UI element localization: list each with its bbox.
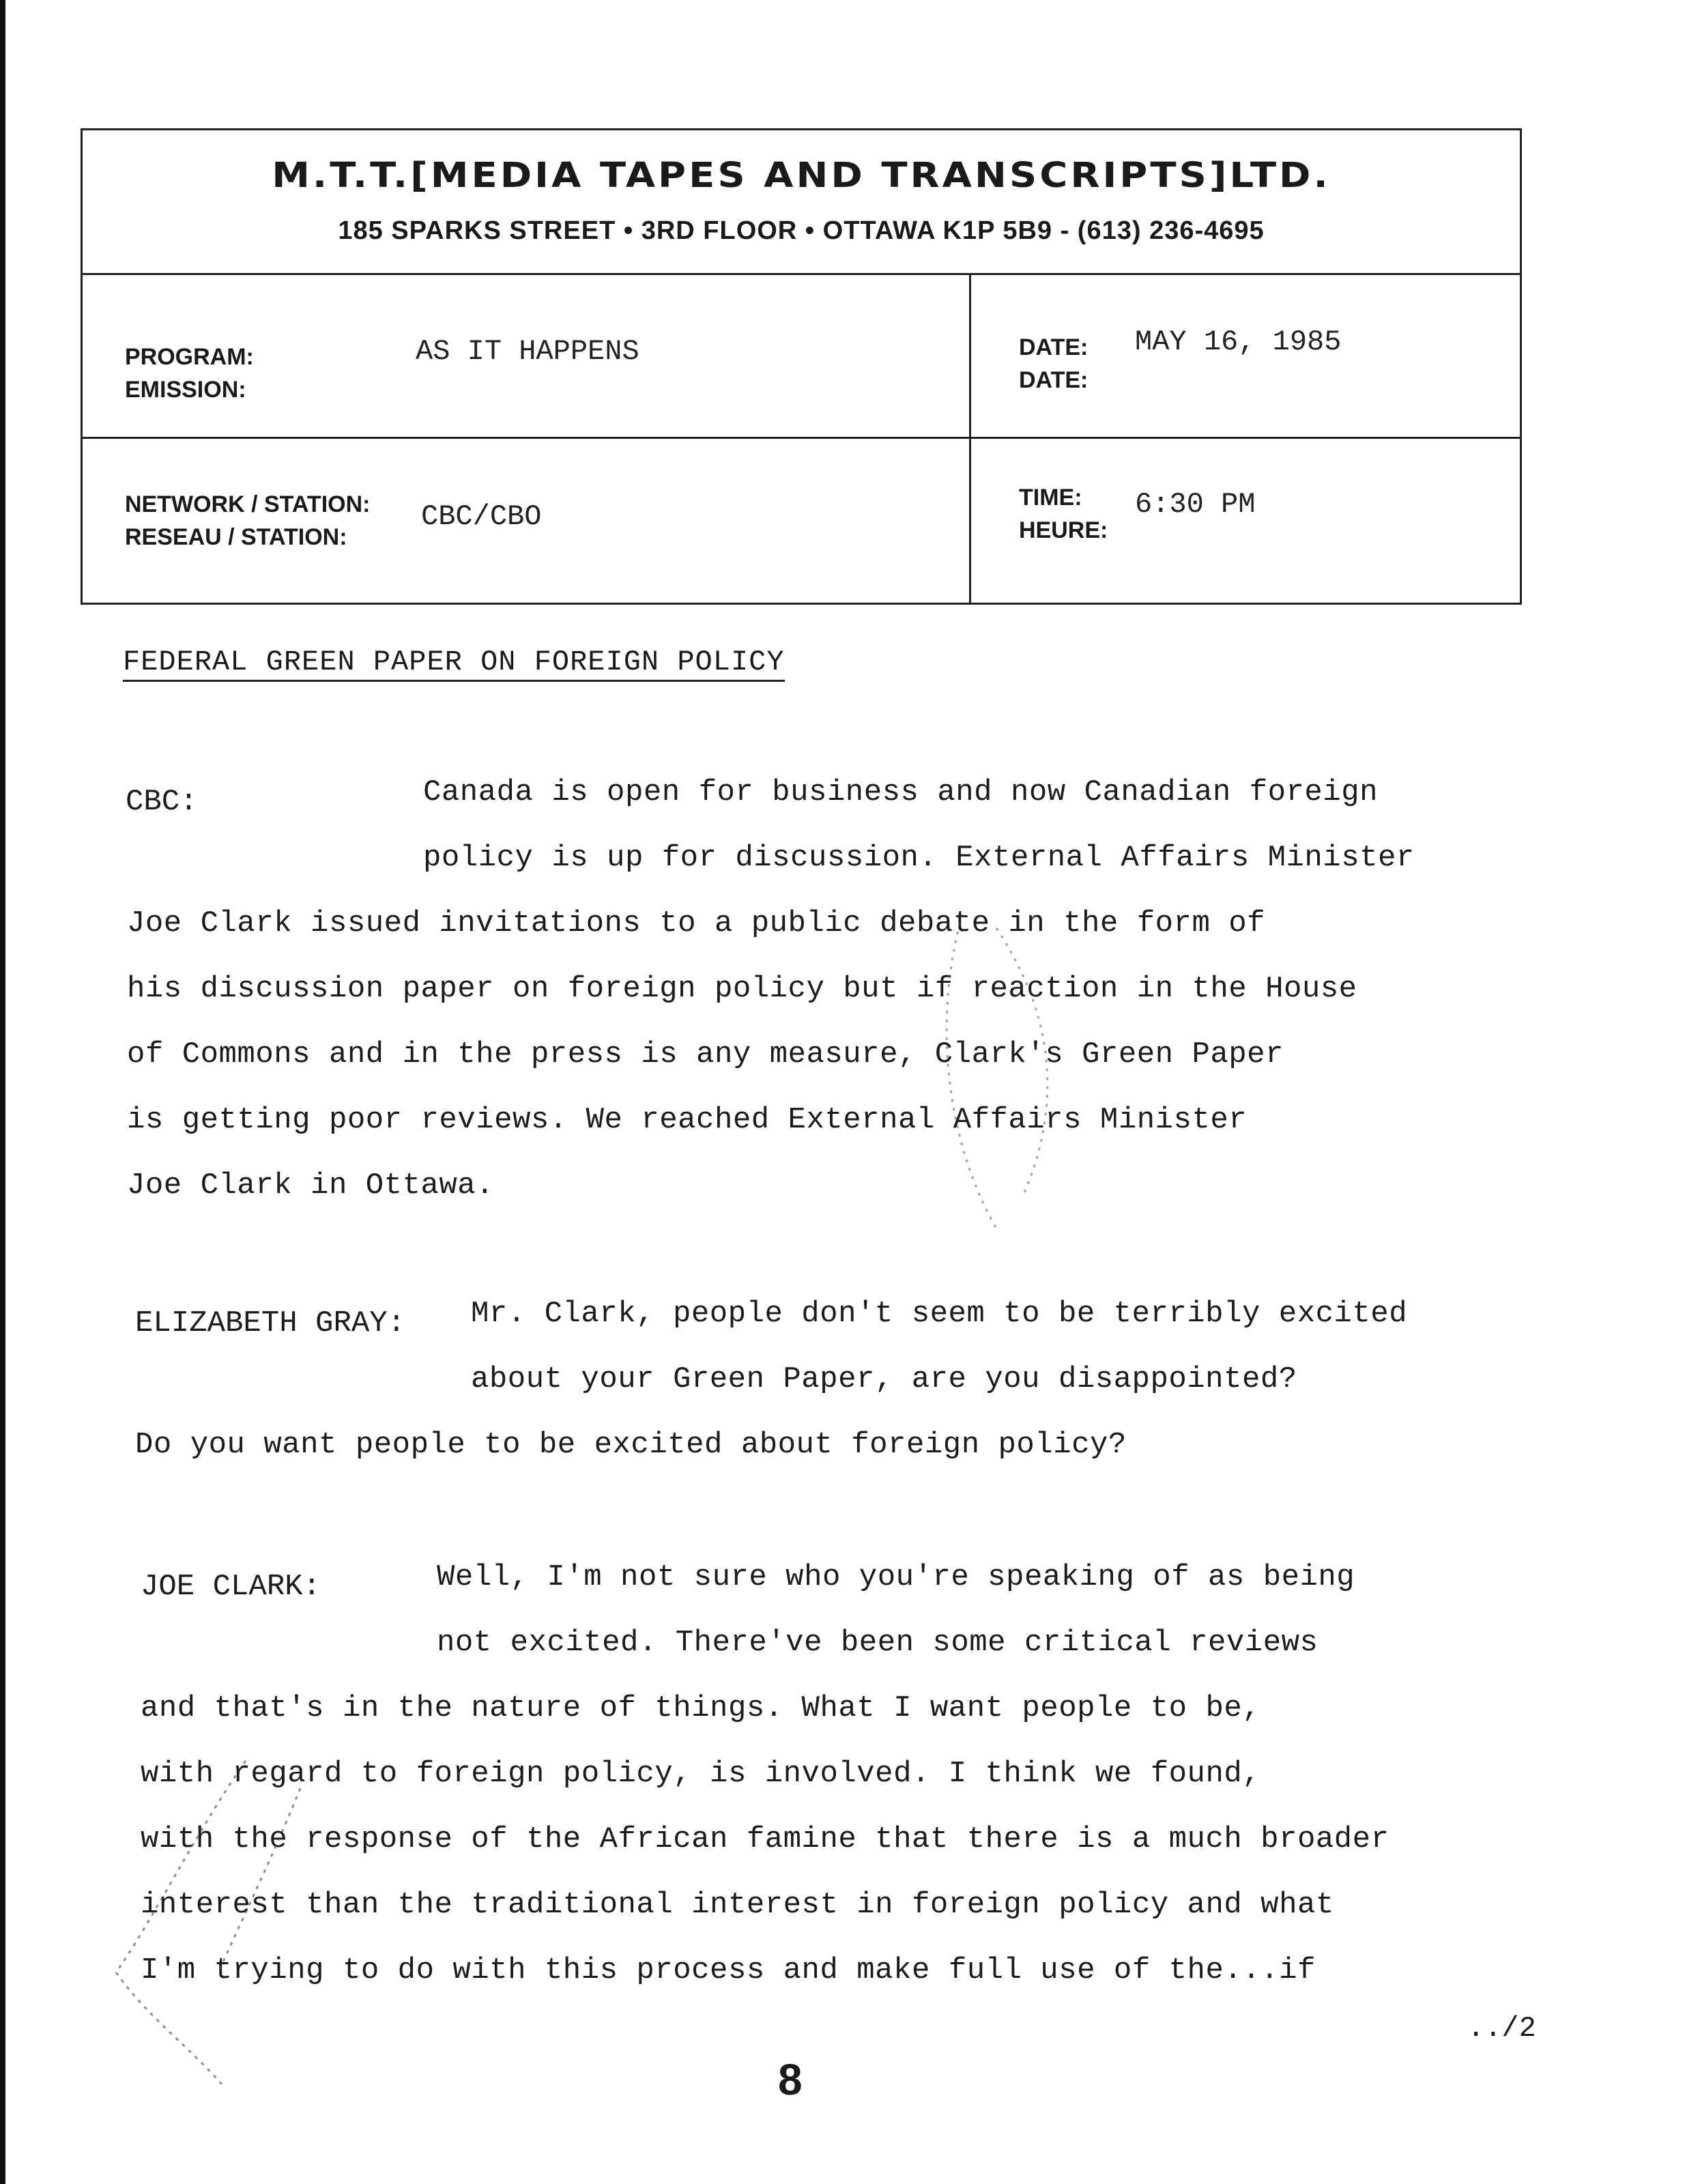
transcript-line: policy is up for discussion. External Affairs Minister [423, 841, 1415, 875]
speaker-cbc: CBC: [126, 785, 198, 819]
transcript-line: Do you want people to be excited about foreign policy? [135, 1428, 1127, 1462]
company-address: 185 SPARKS STREET • 3RD FLOOR • OTTAWA K1P 5B9 - (613) 236-4695 [338, 216, 1265, 245]
emission-label: EMISSION: [125, 377, 246, 403]
transcript-line: Well, I'm not sure who you're speaking of as being [437, 1560, 1355, 1594]
transcript-line: and that's in the nature of things. What I want people to be, [141, 1691, 1261, 1725]
transcript-line: Mr. Clark, people don't seem to be terribly excited [471, 1297, 1408, 1331]
date-label: DATE: [1019, 334, 1089, 360]
faint-stamp-mark [96, 1747, 382, 2102]
faint-stamp-mark [914, 874, 1119, 1256]
network-cell [83, 439, 971, 603]
time-value: 6:30 PM [1135, 488, 1256, 521]
letterhead [81, 128, 1522, 289]
transcript-line: not excited. There've been some critical reviews [437, 1626, 1319, 1660]
transcript-line: Joe Clark in Ottawa. [127, 1168, 495, 1203]
transcript-line: with regard to foreign policy, is involved. I think we found, [141, 1757, 1261, 1791]
network-value: CBC/CBO [421, 500, 542, 533]
program-cell [83, 275, 971, 439]
program-value: AS IT HAPPENS [416, 335, 639, 368]
date-value: MAY 16, 1985 [1135, 326, 1342, 358]
date-cell [971, 275, 1520, 439]
date-label-fr: DATE: [1019, 367, 1089, 393]
speaker-joe-clark: JOE CLARK: [141, 1570, 321, 1604]
reseau-label: RESEAU / STATION: [125, 524, 347, 550]
info-grid [81, 273, 1522, 605]
speaker-elizabeth-gray: ELIZABETH GRAY: [135, 1306, 406, 1340]
continued-marker: ../2 [1467, 2012, 1536, 2045]
time-cell [971, 439, 1520, 603]
transcript-line: with the response of the African famine that there is a much broader [141, 1822, 1389, 1856]
transcript-line: his discussion paper on foreign policy but if reaction in the House [127, 972, 1357, 1006]
page-number: 8 [778, 2055, 803, 2104]
transcript-line: of Commons and in the press is any measure, Clark's Green Paper [127, 1037, 1284, 1072]
story-headline: FEDERAL GREEN PAPER ON FOREIGN POLICY [123, 646, 785, 682]
scan-edge [0, 0, 5, 2184]
transcript-line: about your Green Paper, are you disappointed? [471, 1362, 1297, 1396]
heure-label: HEURE: [1019, 517, 1108, 543]
transcript-line: interest than the traditional interest in foreign policy and what [141, 1888, 1334, 1922]
network-label: NETWORK / STATION: [125, 491, 371, 517]
transcript-line: Canada is open for business and now Canadian foreign [423, 775, 1379, 809]
transcript-line: is getting poor reviews. We reached External Affairs Minister [127, 1103, 1248, 1137]
program-label: PROGRAM: [125, 344, 254, 370]
transcript-line: I'm trying to do with this process and make full use of the...if [141, 1953, 1316, 1987]
company-name: M.T.T.[MEDIA TAPES AND TRANSCRIPTS]LTD. [272, 156, 1331, 196]
time-label: TIME: [1019, 485, 1082, 511]
transcript-line: Joe Clark issued invitations to a public debate in the form of [127, 906, 1266, 940]
